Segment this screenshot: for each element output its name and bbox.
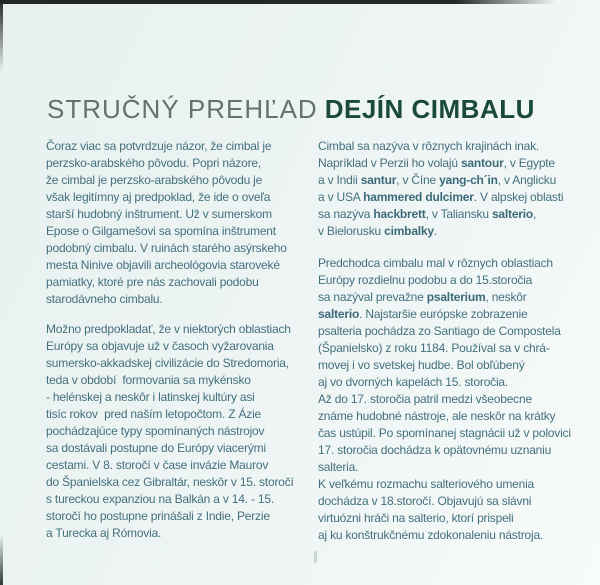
scan-edge-left-top <box>0 0 3 72</box>
paragraph: Čoraz viac sa potvrdzuje názor, že cimbal je perzsko-arabského pôvodu. Popri názore, že cimbal je perzsko-arabského pôvodu je však legitímny aj predpoklad, že ide o oveľa starší hudobný inštrument. Už v sumerskom Epose o Gilgamešovi sa spomína inštrument podobný cimbalu. V ruinách starého asýrskeho mesta Ninive objavili archeológovia staroveké pamiatky, ktoré pre nás zachovali podobu starodávneho cimbalu. <box>46 139 287 306</box>
paragraph: Možno predpokladať, že v niektorých oblastiach Európy sa objavuje už v časoch vyžarovania sumersko-akkadskej civilizácie do Stredomoria, teda v období formovania sa mykénsko - helénskej a neskôr i latinskej kultúry asi tisíc rokov pred naším letopočtom. Z Ázie pochádzajúce typy spomínaných nástrojov sa dostávali postupne do Európy viacerými cestami. V 8. storočí v čase invázie Maurov do Španielska cez Gibraltár, neskôr v 15. storočí s tureckou expanziou na Balkán a v 14. - 15. storočí ho postupne prinášali z Indie, Perzie a Turecka aj Rómovia. <box>46 322 294 540</box>
paragraph: Predchodca cimbalu mal v rôznych oblastiach Európy rozdielnu podobu a do 15.storočia sa nazýval prevažne psalterium, neskôr salterio. Najstaršie európske zobrazenie psalteria pochádza zo Santiago de Compostela (Španielsko) z roku 1184. Používal sa v chrá- movej i vo svetskej hudbe. Bol obľúbený aj vo dvorných kapelách 15. storočia. Až do 17. storočia patril medzi všeobecne známe hudobné nástroje, ale neskôr na krátky čas ustúpil. Po spomínanej stagnácii už v polovici 17. storočia dochádza k opätovnému uznaniu salteria. K veľkému rozmachu salteriového umenia dochádza v 18.storočí. Objavujú sa slávni virtuózni hráči na salterio, ktorí prispeli aj ku konštrukčnému zdokonaleniu nástroja. <box>318 256 571 542</box>
scan-edge-top <box>0 0 556 4</box>
left-column <box>46 138 316 555</box>
page-title <box>47 94 535 125</box>
page-title-bold: DEJÍN CIMBALU <box>324 94 535 125</box>
page-title-light: STRUČNÝ PREHĽAD <box>47 94 318 125</box>
scan-edge-left-bottom <box>0 534 3 585</box>
paragraph: Cimbal sa nazýva v rôznych krajinách inak. Napríklad v Perzii ho volajú santour, v Egypte a v Indii santur, v Číne yang-ch´in, v Anglicku a v USA hammered dulcimer. V alpskej oblasti sa nazýva hackbrett, v Taliansku salterio, v Bielorusku cimbalky. <box>318 139 564 238</box>
right-column <box>318 138 580 559</box>
scan-speck-artifact <box>314 551 317 563</box>
